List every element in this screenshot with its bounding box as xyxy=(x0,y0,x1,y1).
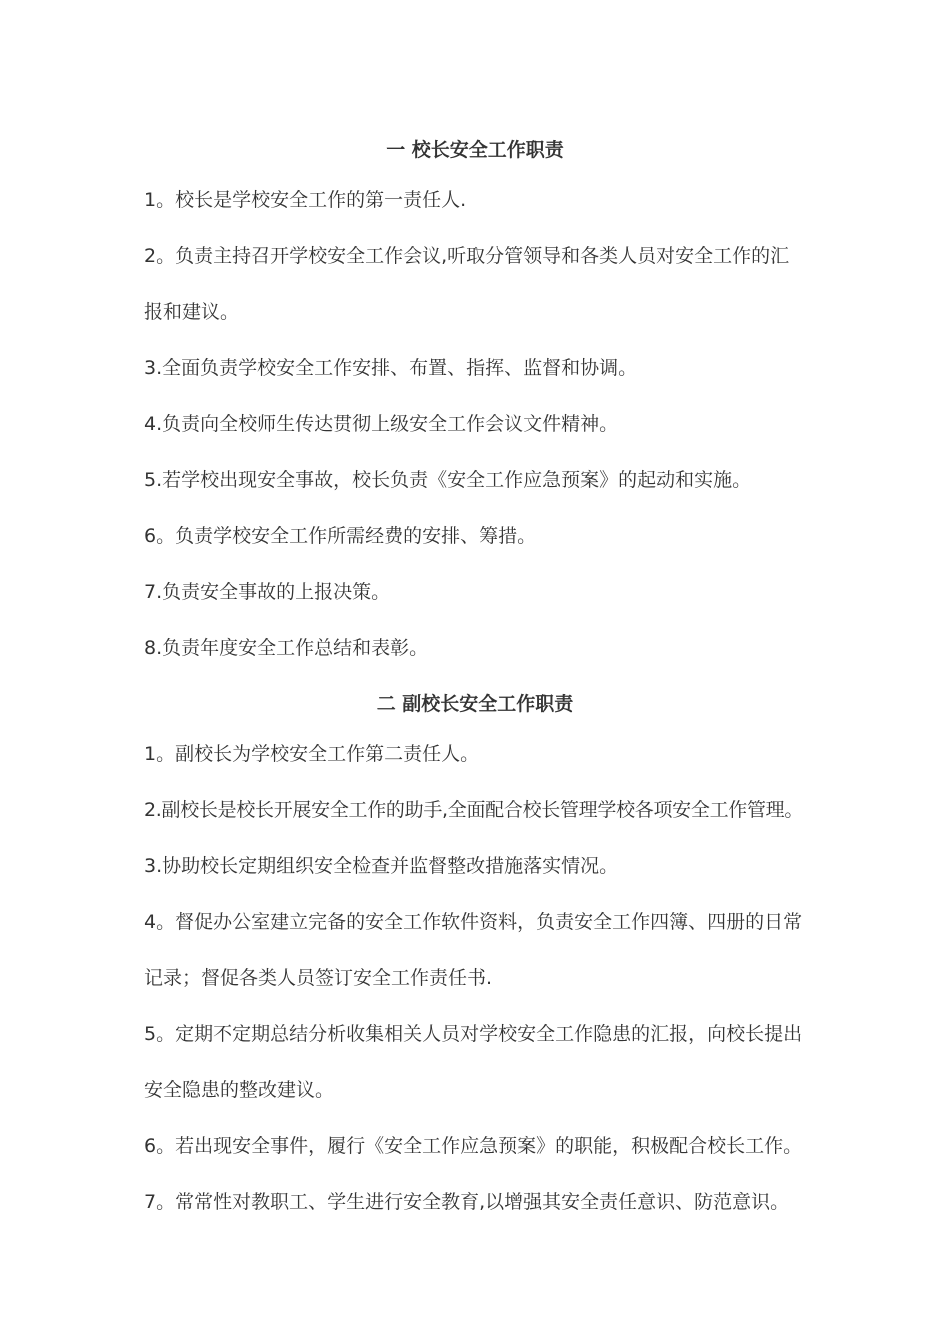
list-item: 1。副校长为学校安全工作第二责任人。 xyxy=(144,743,480,765)
list-item: 7。常常性对教职工、学生进行安全教育,以增强其安全责任意识、防范意识。 xyxy=(144,1191,790,1213)
list-item: 4.负责向全校师生传达贯彻上级安全工作会议文件精神。 xyxy=(144,413,619,435)
list-item: 7.负责安全事故的上报决策。 xyxy=(144,581,391,603)
list-item: 3.协助校长定期组织安全检查并监督整改措施落实情况。 xyxy=(144,855,619,877)
list-item: 8.负责年度安全工作总结和表彰。 xyxy=(144,637,429,659)
list-item: 5。定期不定期总结分析收集相关人员对学校安全工作隐患的汇报，向校长提出安全隐患的整改建议。 xyxy=(144,1023,803,1101)
section-heading-vice-principal: 二 副校长安全工作职责 xyxy=(376,693,574,715)
list-item: 3.全面负责学校安全工作安排、布置、指挥、监督和协调。 xyxy=(144,357,638,379)
section-heading-principal: 一 校长安全工作职责 xyxy=(386,139,564,161)
list-item: 4。督促办公室建立完备的安全工作软件资料，负责安全工作四簿、四册的日常记录；督促各类人员签订安全工作责任书. xyxy=(144,911,803,989)
list-item: 1。校长是学校安全工作的第一责任人. xyxy=(144,189,467,211)
list-item: 5.若学校出现安全事故，校长负责《安全工作应急预案》的起动和实施。 xyxy=(144,469,752,491)
list-item: 6。负责学校安全工作所需经费的安排、筹措。 xyxy=(144,525,537,547)
list-item: 2。负责主持召开学校安全工作会议,听取分管领导和各类人员对安全工作的汇报和建议。 xyxy=(144,245,790,323)
list-item: 6。若出现安全事件，履行《安全工作应急预案》的职能，积极配合校长工作。 xyxy=(144,1135,803,1157)
list-item: 2.副校长是校长开展安全工作的助手,全面配合校长管理学校各项安全工作管理。 xyxy=(144,799,804,821)
